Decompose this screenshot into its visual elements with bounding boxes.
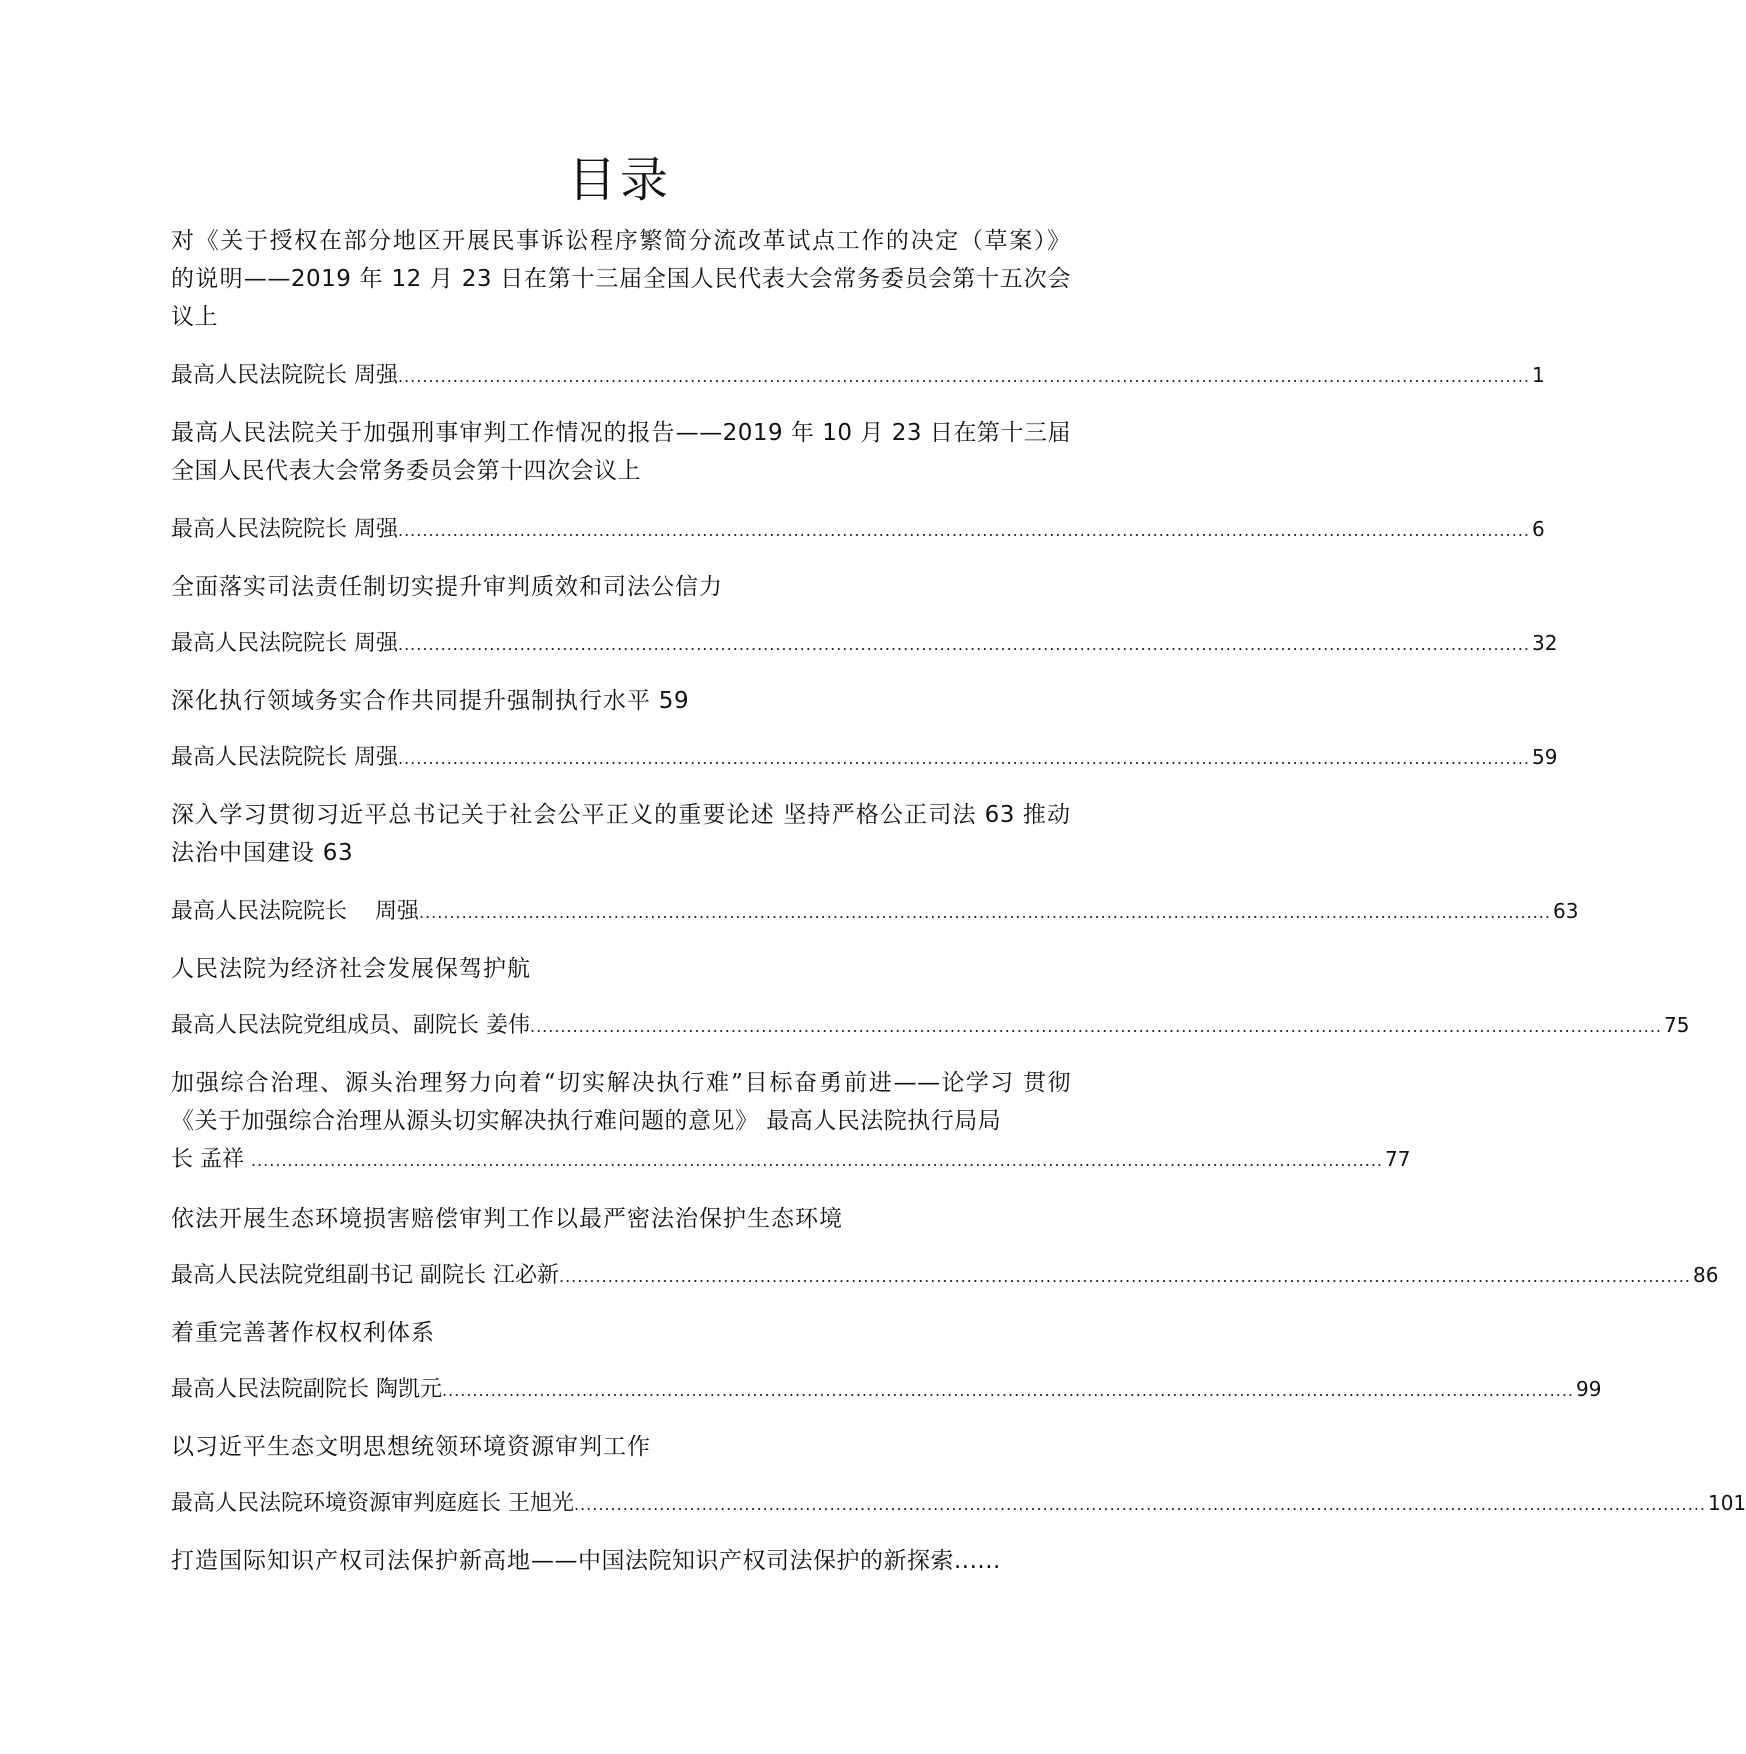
heading-subtitle: ——2019 年 10 月 23 日在第十三届全国人民代表大会常务委员会第十四次会议上 — [171, 420, 1072, 484]
toc-heading — [171, 1314, 1071, 1352]
heading-page-ref: 59 — [651, 688, 690, 714]
dot-leader: .......................................................................................................................................................................................... — [559, 1267, 1691, 1286]
dot-leader: .......................................................................................................................................................................................... — [398, 367, 1530, 386]
heading-text: 最高人民法院关于加强刑事审判工作情况的报告 — [171, 420, 676, 446]
page-number: 86 — [1692, 1263, 1719, 1287]
toc-heading — [171, 1200, 1071, 1238]
author-label: 最高人民法院院长 周强 — [171, 363, 398, 388]
dot-leader: .......................................................................................................................................................................................... — [251, 1151, 1383, 1170]
heading-subtitle: ——中国法院知识产权司法保护的新探索...... — [531, 1548, 1001, 1574]
heading-text: 依法开展生态环境损害赔偿审判工作以最严密法治保护生态环境 — [171, 1206, 843, 1232]
toc-entry[interactable] — [171, 1370, 1602, 1410]
dot-leader: .......................................................................................................................................................................................... — [574, 1495, 1706, 1514]
page-number: 75 — [1663, 1013, 1690, 1037]
heading-page-ref: 63 — [315, 840, 354, 866]
dot-leader: .......................................................................................................................................................................................... — [418, 903, 1551, 922]
heading-text: 着重完善著作权权利体系 — [171, 1320, 435, 1346]
page-number: 1 — [1531, 363, 1545, 387]
toc-entry[interactable] — [171, 624, 1558, 664]
author-label: 最高人民法院院长 周强 — [171, 631, 398, 656]
toc-list — [171, 222, 1746, 1580]
heading-subtitle: ——论学习 贯彻《关于加强综合治理从源头切实解决执行难问题的意见》 最高人民法院执行局局 — [171, 1070, 1071, 1134]
heading-text-continued: 推动法治中国建设 — [171, 802, 1072, 866]
page-number: 32 — [1531, 631, 1558, 655]
toc-heading — [171, 682, 1071, 720]
toc-entry[interactable] — [171, 1484, 1746, 1524]
toc-heading — [171, 1064, 1071, 1140]
heading-text: 加强综合治理、源头治理努力向着“切实解决执行难”目标奋勇前进 — [171, 1070, 894, 1096]
page-number: 99 — [1575, 1377, 1602, 1401]
dot-leader: .......................................................................................................................................................................................... — [398, 521, 1530, 540]
dot-leader: .......................................................................................................................................................................................... — [398, 749, 1530, 768]
toc-heading — [171, 1542, 1071, 1580]
heading-text: 打造国际知识产权司法保护新高地 — [171, 1548, 531, 1574]
author-label: 最高人民法院院长 周强 — [171, 899, 419, 924]
toc-entry[interactable] — [171, 892, 1579, 932]
page-number: 59 — [1531, 745, 1558, 769]
page-number: 77 — [1384, 1147, 1411, 1171]
heading-text: 全面落实司法责任制切实提升审判质效和司法公信力 — [171, 574, 723, 600]
dot-leader: .......................................................................................................................................................................................... — [442, 1381, 1574, 1400]
heading-text: 深化执行领域务实合作共同提升强制执行水平 — [171, 688, 651, 714]
toc-heading — [171, 222, 1071, 336]
dot-leader: .......................................................................................................................................................................................... — [398, 635, 1530, 654]
page-number: 6 — [1531, 517, 1545, 541]
toc-entry[interactable] — [171, 510, 1545, 550]
heading-text: 以习近平生态文明思想统领环境资源审判工作 — [171, 1434, 651, 1460]
page-number: 101 — [1707, 1491, 1746, 1515]
toc-heading — [171, 950, 1071, 988]
toc-heading — [171, 796, 1071, 872]
toc-entry[interactable] — [171, 1006, 1690, 1046]
page-number: 63 — [1552, 899, 1579, 923]
author-label: 最高人民法院院长 周强 — [171, 517, 398, 542]
toc-heading — [171, 414, 1071, 490]
toc-entry[interactable] — [171, 1140, 1411, 1180]
author-label: 最高人民法院副院长 陶凯元 — [171, 1377, 442, 1402]
author-label: 长 孟祥 — [171, 1147, 251, 1172]
toc-heading — [171, 1428, 1071, 1466]
heading-text: 对《关于授权在部分地区开展民事诉讼程序繁简分流改革试点工作的决定（草案）》的说明 — [171, 228, 1071, 292]
author-label: 最高人民法院党组成员、副院长 姜伟 — [171, 1013, 530, 1038]
author-label: 最高人民法院环境资源审判庭庭长 王旭光 — [171, 1491, 574, 1516]
toc-entry[interactable] — [171, 738, 1558, 778]
author-label: 最高人民法院院长 周强 — [171, 745, 398, 770]
heading-text: 人民法院为经济社会发展保驾护航 — [171, 956, 531, 982]
page-title: 目录 — [567, 152, 672, 208]
heading-page-ref: 63 — [976, 802, 1023, 828]
heading-subtitle: ——2019 年 12 月 23 日在第十三届全国人民代表大会常务委员会第十五次会议上 — [171, 266, 1072, 330]
toc-entry[interactable] — [171, 1256, 1719, 1296]
toc-heading — [171, 568, 1071, 606]
toc-entry[interactable] — [171, 356, 1545, 396]
author-label: 最高人民法院党组副书记 副院长 江必新 — [171, 1263, 559, 1288]
heading-text: 深入学习贯彻习近平总书记关于社会公平正义的重要论述 坚持严格公正司法 — [171, 802, 977, 828]
dot-leader: .......................................................................................................................................................................................... — [530, 1017, 1662, 1036]
